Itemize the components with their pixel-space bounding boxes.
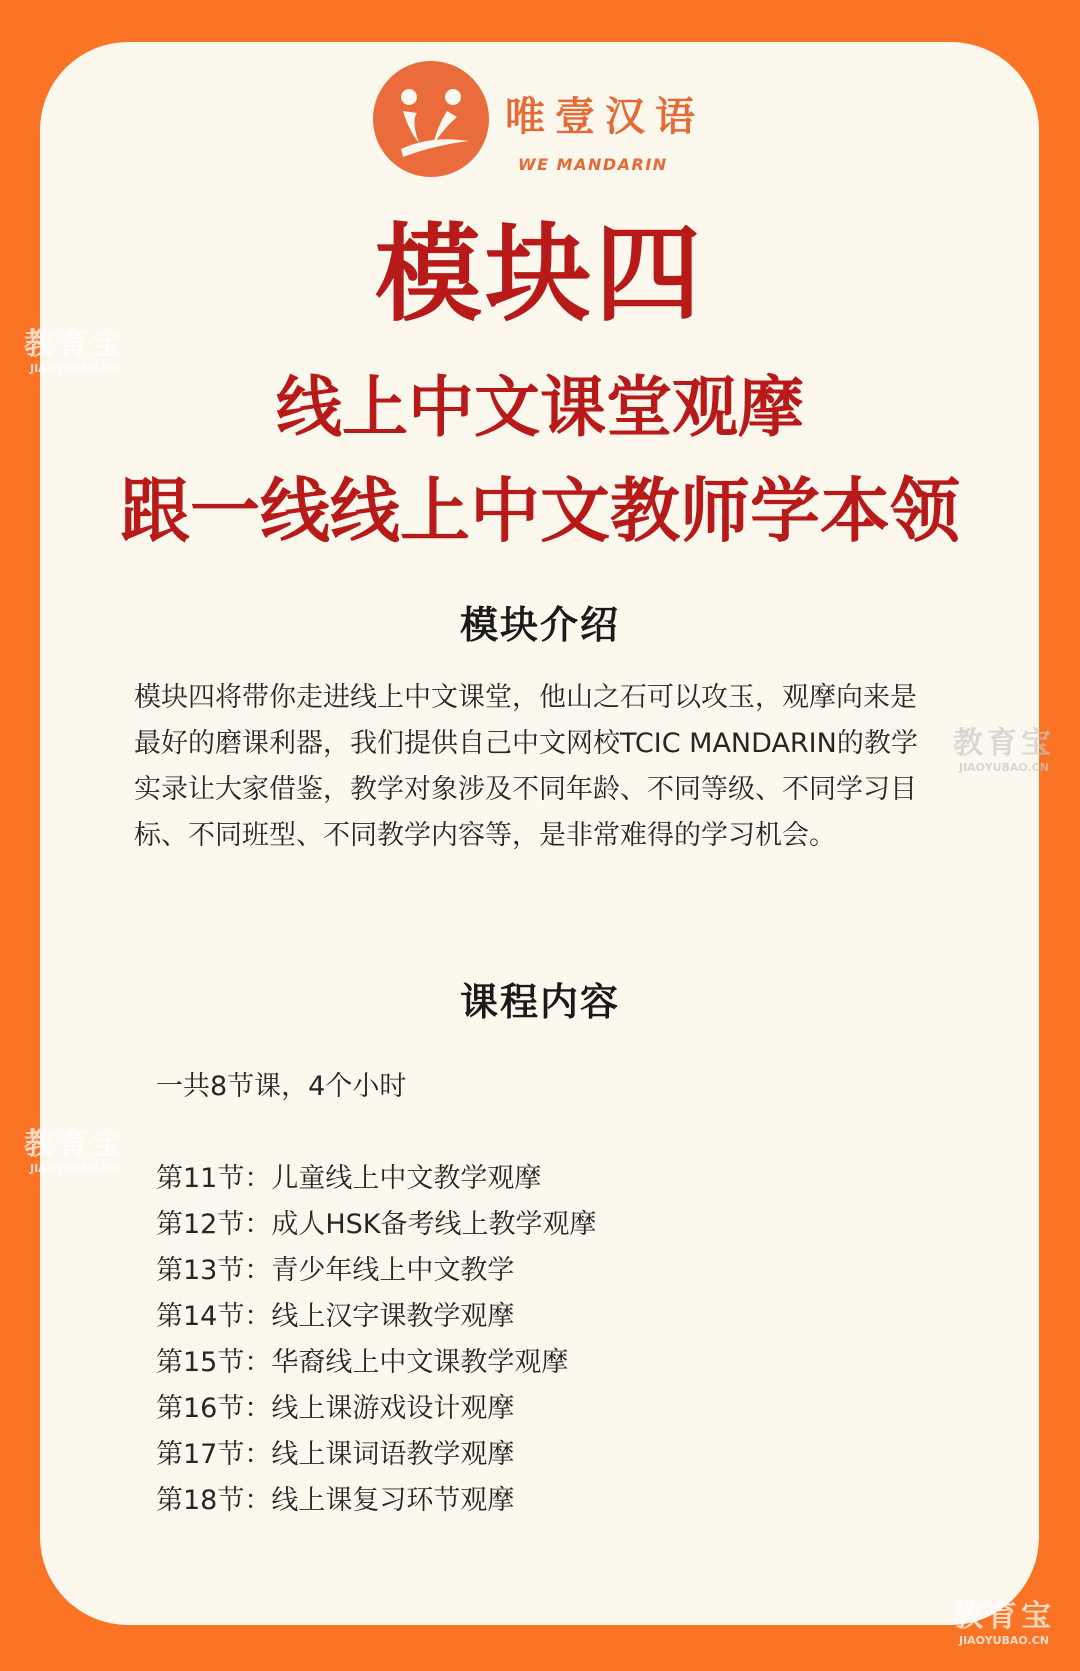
watermark-en: JIAOYUBAO.CN: [958, 761, 1050, 774]
content-heading: 课程内容: [459, 980, 620, 1024]
watermark: [945, 1600, 1063, 1648]
lesson-item: 第11节：儿童线上中文教学观摩: [156, 1163, 542, 1194]
course-total: 一共8节课，4个小时: [156, 1071, 407, 1102]
intro-paragraph: 模块四将带你走进线上中文课堂，他山之石可以攻玉，观摩向来是最好的磨课利器，我们提供自己中文网校TCIC MANDARIN的教学实录让大家借鉴，教学对象涉及不同年龄、不同等级、不同学习目标、不同班型、不同教学内容等，是非常难得的学习机会。: [134, 682, 918, 851]
watermark-cn: 教育宝: [24, 327, 126, 362]
module-title: 模块四: [375, 211, 705, 336]
module-subtitle-line2: 跟一线线上中文教师学本领: [120, 469, 960, 552]
watermark: [16, 1128, 134, 1176]
brand-logo: [373, 61, 713, 179]
intro-heading: 模块介绍: [459, 603, 620, 647]
watermark-en: JIAOYUBAO.CN: [958, 1634, 1050, 1647]
lesson-item: 第14节：线上汉字课教学观摩: [156, 1301, 515, 1332]
lesson-item: 第17节：线上课词语教学观摩: [156, 1439, 515, 1470]
watermark-cn: 教育宝: [953, 726, 1055, 761]
watermark: [945, 727, 1063, 775]
watermark-en: JIAOYUBAO.CN: [29, 362, 121, 375]
watermark-cn: 教育宝: [24, 1127, 126, 1162]
lesson-item: 第13节：青少年线上中文教学: [156, 1255, 515, 1286]
lesson-item: 第12节：成人HSK备考线上教学观摩: [156, 1209, 597, 1240]
lesson-item: 第18节：线上课复习环节观摩: [156, 1485, 515, 1516]
watermark-cn: 教育宝: [953, 1599, 1055, 1634]
logo-name-cn: 唯壹汉语: [505, 93, 705, 140]
lesson-list: [156, 1156, 597, 1524]
lesson-item: 第15节：华裔线上中文课教学观摩: [156, 1347, 569, 1378]
watermark: [16, 328, 134, 376]
lesson-item: 第16节：线上课游戏设计观摩: [156, 1393, 515, 1424]
logo-name-en: WE MANDARIN: [518, 155, 668, 174]
module-subtitle-line1: 线上中文课堂观摩: [276, 368, 804, 446]
watermark-en: JIAOYUBAO.CN: [29, 1162, 121, 1175]
logo-emblem-icon: [373, 61, 489, 177]
